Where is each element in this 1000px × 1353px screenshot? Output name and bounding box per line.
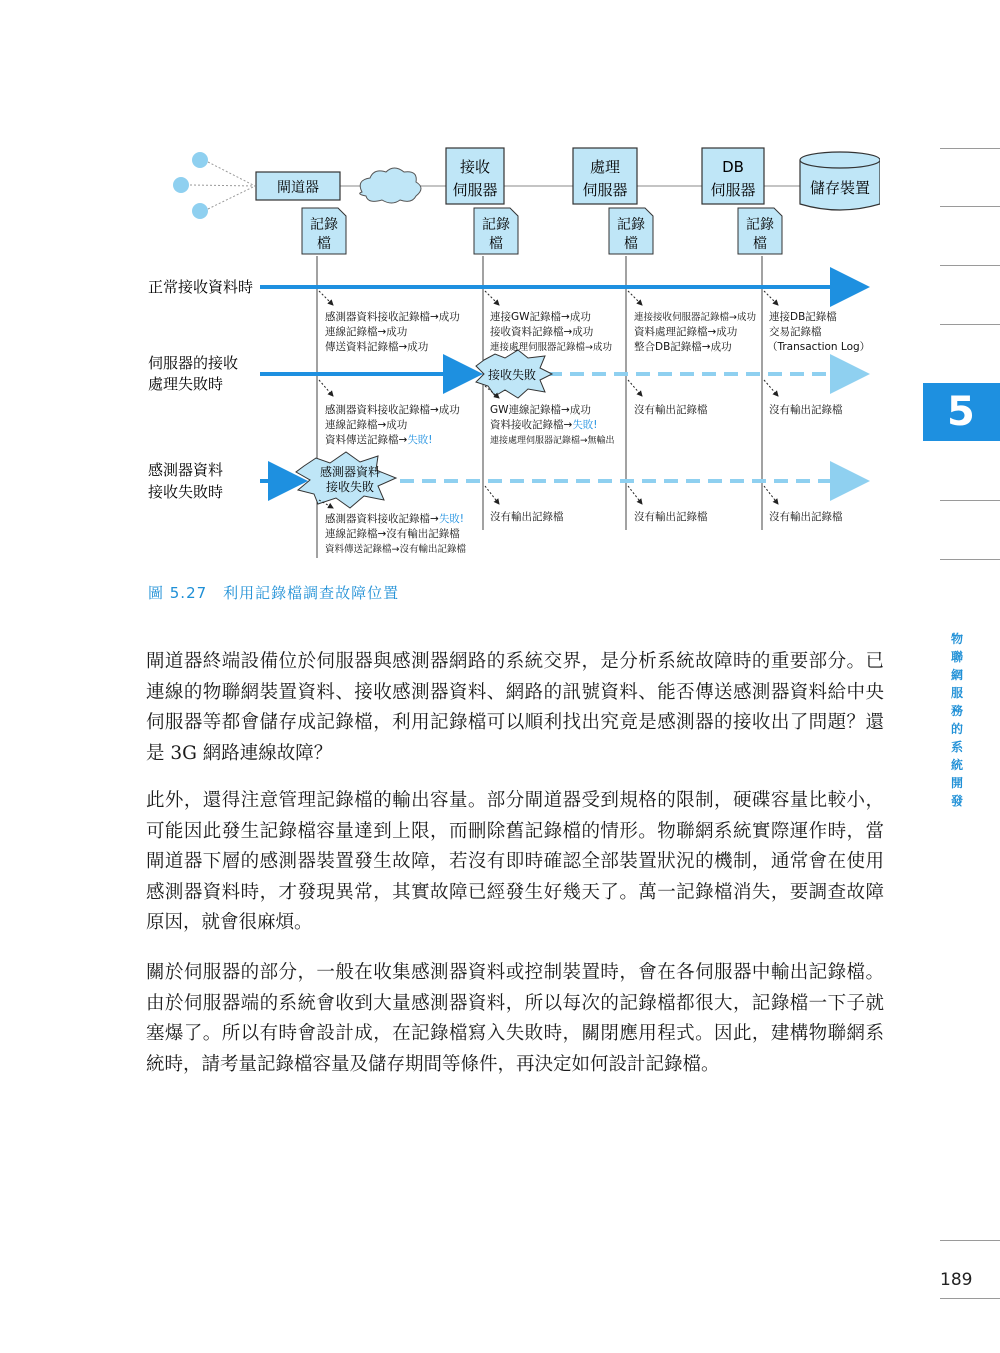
sensor-fail-burst-label-1: 感測器資料	[319, 465, 381, 479]
log-line: GW連線記錄檔→成功	[490, 404, 591, 416]
body-paragraph: 此外，還得注意管理記錄檔的輸出容量。部分閘道器受到規格的限制，硬碟容量比較小，可能因此發生記錄檔容量達到上限，而刪除舊記錄檔的情形。物聯網系統實際運作時，當閘道器下層的感測器裝置發生故障，若沒有即時確認全部裝置狀況的機制，通常會在使用感測器資料時，才發現異常，其實故障已經發生好幾天了。萬一記錄檔消失，要調查故障原因，就會很麻煩。	[146, 790, 884, 933]
thumb-index-rule	[940, 1298, 1000, 1299]
process-server-label-2: 伺服器	[582, 181, 628, 199]
log-line: 連線記錄檔→成功	[325, 326, 408, 338]
log-line: 感測器資料接收記錄檔→失敗!	[325, 513, 465, 525]
log-line: 資料傳送記錄檔→失敗!	[325, 434, 433, 446]
thumb-index-rule	[940, 265, 1000, 266]
log-line: 沒有輸出記錄檔	[634, 404, 708, 416]
log-file-icon	[302, 208, 346, 254]
network-cloud-icon	[360, 168, 421, 203]
svg-text:記錄: 記錄	[746, 217, 774, 233]
thumb-index-rule	[940, 500, 1000, 501]
log-line: 資料處理記錄檔→成功	[634, 326, 738, 338]
process-server-label-1: 處理	[589, 158, 621, 176]
log-file-icon	[474, 208, 518, 254]
svg-text:記錄: 記錄	[310, 217, 338, 233]
log-line: 沒有輸出記錄檔	[634, 511, 708, 523]
log-line: 交易記錄檔	[769, 326, 822, 338]
log-file-icon	[738, 208, 782, 254]
sensor-node-1	[192, 152, 208, 168]
thumb-index-rule	[940, 559, 1000, 560]
receive-server-label-1: 接收	[459, 158, 491, 176]
svg-text:記錄: 記錄	[482, 217, 510, 233]
server-fail-burst-label: 接收失敗	[487, 368, 537, 382]
log-line: 傳送資料記錄檔→成功	[325, 341, 429, 353]
log-line: （Transaction Log）	[767, 341, 871, 353]
chapter-tab	[923, 383, 1000, 441]
figure-title: 利用記錄檔調查故障位置	[223, 584, 400, 602]
log-line: 感測器資料接收記錄檔→成功	[325, 311, 460, 323]
row-label-server-fail-1: 伺服器的接收	[148, 354, 239, 372]
log-line: 資料傳送記錄檔→沒有輸出記錄檔	[325, 544, 466, 555]
row-label-server-fail-2: 處理失敗時	[148, 375, 224, 393]
row-label-sensor-fail-2: 接收失敗時	[148, 483, 224, 501]
log-line: 感測器資料接收記錄檔→成功	[325, 404, 460, 416]
row-label-sensor-fail-1: 感測器資料	[148, 461, 224, 479]
body-paragraph: 關於伺服器的部分，一般在收集感測器資料或控制裝置時，會在各伺服器中輸出記錄檔。由於伺服器端的系統會收到大量感測器資料，所以每次的記錄檔都很大，記錄檔一下子就塞爆了。所以有時會設計成，在記錄檔寫入失敗時，關閉應用程式。因此，建構物聯網系統時，請考量記錄檔容量及儲存期間等條件，再決定如何設計記錄檔。	[146, 962, 884, 1075]
svg-text:檔: 檔	[489, 236, 503, 252]
sensor-node-2	[173, 177, 189, 193]
db-server-label-2: 伺服器	[710, 181, 756, 199]
log-line: 連接處理伺服器記錄檔→無輸出	[490, 436, 615, 446]
log-line: 整合DB記錄檔→成功	[634, 341, 732, 353]
log-line: 連線記錄檔→成功	[325, 419, 408, 431]
log-line: 連接處理伺服器記錄檔→成功	[490, 342, 612, 353]
thumb-index-rule	[940, 1240, 1000, 1241]
sensor-fail-burst-label-2: 接收失敗	[325, 480, 375, 494]
gateway-label: 閘道器	[277, 180, 319, 196]
log-line: 接收資料記錄檔→成功	[490, 326, 594, 338]
svg-text:記錄: 記錄	[617, 217, 645, 233]
log-line: 連線記錄檔→沒有輸出記錄檔	[325, 528, 460, 540]
thumb-index-rule	[940, 206, 1000, 207]
page-number: 189	[940, 1270, 973, 1290]
log-line: 連接接收伺服器記錄檔→成功	[634, 312, 756, 323]
log-fault-diagram	[140, 140, 880, 570]
svg-text:檔: 檔	[753, 236, 767, 252]
log-line: 資料接收記錄檔→失敗!	[490, 419, 598, 431]
log-line: 連接DB記錄檔	[769, 311, 837, 323]
chapter-number: 5	[947, 389, 975, 435]
figure-caption	[148, 582, 399, 603]
row-label-normal: 正常接收資料時	[148, 278, 254, 296]
chapter-vertical-title: 物聯網服務的系統開發	[950, 632, 963, 808]
log-line: 連接GW記錄檔→成功	[490, 311, 591, 323]
sensor-node-3	[192, 203, 208, 219]
figure-number: 圖 5.27	[148, 584, 208, 602]
svg-text:檔: 檔	[624, 236, 638, 252]
body-paragraph: 閘道器終端設備位於伺服器與感測器網路的系統交界，是分析系統故障時的重要部分。已連線的物聯網裝置資料、接收感測器資料、網路的訊號資料、能否傳送感測器資料給中央伺服器等都會儲存成記錄檔，利用記錄檔可以順利找出究竟是感測器的接收出了問題？還是 3G 網路連線故障？	[146, 651, 884, 764]
log-line: 沒有輸出記錄檔	[769, 404, 843, 416]
db-server-label-1: DB	[722, 158, 744, 176]
receive-server-label-2: 伺服器	[452, 181, 498, 199]
log-line: 沒有輸出記錄檔	[769, 511, 843, 523]
svg-text:檔: 檔	[317, 236, 331, 252]
log-line: 沒有輸出記錄檔	[490, 511, 564, 523]
log-file-icon	[609, 208, 653, 254]
thumb-index-rule	[940, 324, 1000, 325]
storage-label: 儲存裝置	[809, 179, 871, 197]
thumb-index-rule	[940, 148, 1000, 149]
